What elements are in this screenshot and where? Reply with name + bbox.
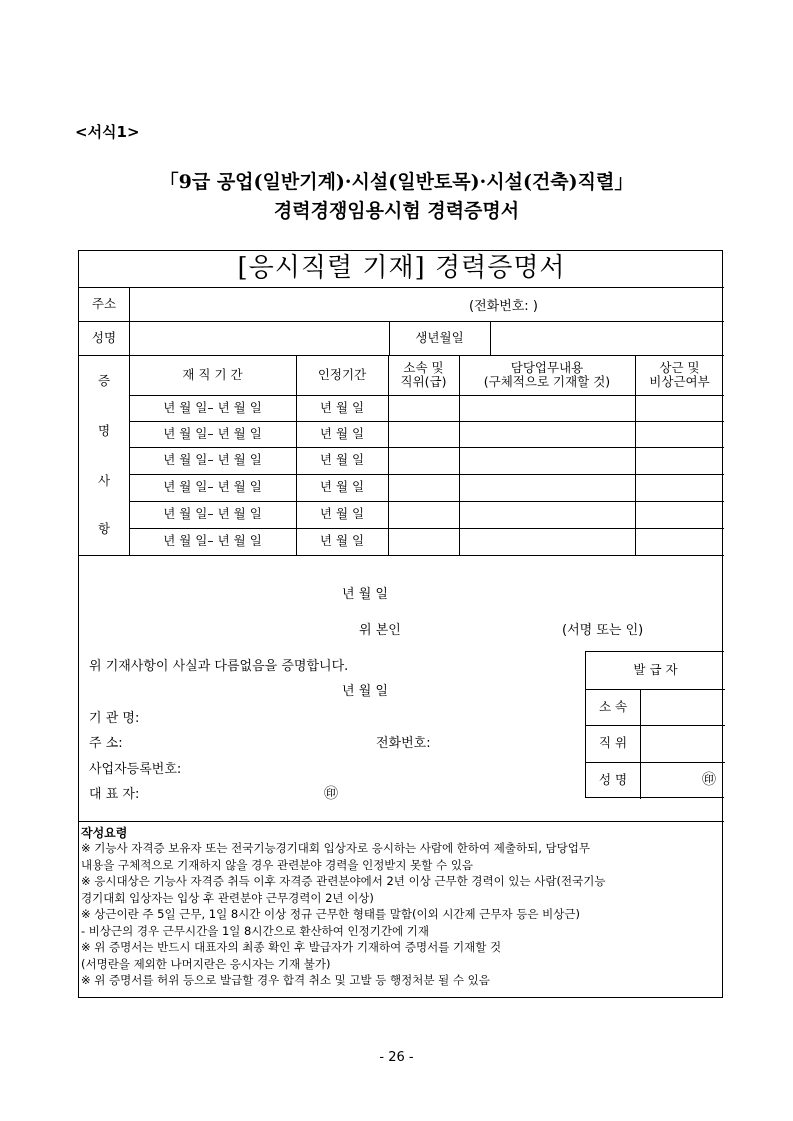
biz-no-label: 사업자등록번호: xyxy=(89,762,182,777)
issuer-seal-icon: ㊞ xyxy=(702,771,716,788)
row-recognized[interactable]: 년 월 일 xyxy=(319,399,365,415)
certificate-form xyxy=(78,250,723,998)
note-line: 경기대회 입상자는 입상 후 관련분야 근무경력이 2년 이상) xyxy=(81,890,374,905)
row-period[interactable]: 년 월 일– 년 월 일 xyxy=(163,479,262,495)
header-fulltime-line1: 상근 및 xyxy=(659,359,700,375)
form-label: <서식1> xyxy=(75,123,140,141)
header-fulltime xyxy=(635,355,724,395)
birth-label: 생년월일 xyxy=(415,329,464,345)
header-dept xyxy=(388,355,459,395)
birth-field[interactable] xyxy=(491,322,721,354)
org-address-label: 주 소: xyxy=(89,736,123,751)
header-fulltime-line2: 비상근여부 xyxy=(649,374,710,389)
row-period[interactable]: 년 월 일– 년 월 일 xyxy=(163,425,262,441)
self-label: 위 본인 xyxy=(359,623,401,638)
header-duty xyxy=(459,355,635,395)
row-recognized[interactable]: 년 월 일 xyxy=(319,479,365,495)
note-line: ※ 위 증명서를 허위 등으로 발급할 경우 합격 취소 및 고발 등 행정처분 될 수 있음 xyxy=(81,973,490,987)
header-dept-line1: 소속 및 xyxy=(403,359,444,375)
row-recognized[interactable]: 년 월 일 xyxy=(319,533,365,549)
issue-date-line: 년 월 일 xyxy=(342,684,388,699)
note-line: (서명란을 제외한 나머지란은 응시자는 기재 불가) xyxy=(81,956,331,971)
representative-label: 대 표 자: xyxy=(89,787,140,802)
section-char-2: 명 xyxy=(97,422,111,438)
row-recognized[interactable]: 년 월 일 xyxy=(319,452,365,468)
document-title-line2: 경력경쟁임용시험 경력증명서 xyxy=(273,200,520,222)
issuer-position-label: 직 위 xyxy=(598,735,628,751)
notes-title: 작성요령 xyxy=(81,826,128,840)
note-line: ※ 위 증명서는 반드시 대표자의 최종 확인 후 발급자가 기재하여 증명서를 기재할 것 xyxy=(81,940,502,954)
phone-field[interactable]: (전화번호: ) xyxy=(469,299,538,314)
org-name-label: 기 관 명: xyxy=(89,711,140,726)
header-recognized: 인정기간 xyxy=(317,366,367,382)
row-recognized[interactable]: 년 월 일 xyxy=(319,425,365,441)
header-duty-line1: 담당업무내용 xyxy=(510,359,584,375)
name-label: 성명 xyxy=(91,329,117,345)
section-char-1: 증 xyxy=(97,372,111,388)
section-char-3: 사 xyxy=(97,472,111,488)
issuer-dept-label: 소 속 xyxy=(598,698,628,714)
issuer-box xyxy=(585,651,724,798)
row-period[interactable]: 년 월 일– 년 월 일 xyxy=(163,506,262,522)
issuer-title: 발 급 자 xyxy=(633,662,678,678)
org-phone-label: 전화번호: xyxy=(376,736,431,751)
header-dept-line2: 직위(급) xyxy=(400,374,447,389)
header-period: 재 직 기 간 xyxy=(182,366,243,382)
row-recognized[interactable]: 년 월 일 xyxy=(319,506,365,522)
notes-list xyxy=(81,840,605,989)
date-line: 년 월 일 xyxy=(342,587,388,602)
note-line: ※ 응시대상은 기능사 자격증 취득 이후 자격증 관련분야에서 2년 이상 근무한 경력이 있는 사람(전국기능 xyxy=(81,874,606,888)
row-period[interactable]: 년 월 일– 년 월 일 xyxy=(163,533,262,549)
issuer-name-label: 성 명 xyxy=(598,771,628,787)
document-title-line1: 「9급 공업(일반기계)·시설(일반토목)·시설(건축)직렬」 xyxy=(159,171,634,193)
seal-icon: ㊞ xyxy=(324,786,338,802)
address-label: 주소 xyxy=(91,295,117,311)
row-period[interactable]: 년 월 일– 년 월 일 xyxy=(163,399,262,415)
row-period[interactable]: 년 월 일– 년 월 일 xyxy=(163,452,262,468)
table-title: [응시직렬 기재] 경력증명서 xyxy=(237,253,566,284)
note-line: - 비상근의 경우 근무시간을 1일 8시간으로 환산하여 인정기간에 기재 xyxy=(81,923,429,938)
header-duty-line2: (구체적으로 기재할 것) xyxy=(483,374,611,389)
page-number: - 26 - xyxy=(379,1050,414,1065)
section-char-4: 항 xyxy=(97,520,111,536)
signature-label: (서명 또는 인) xyxy=(562,623,644,638)
note-line: 내용을 구체적으로 기재하지 않을 경우 관련분야 경력을 인정받지 못할 수 있음 xyxy=(81,857,474,872)
name-field[interactable] xyxy=(130,322,388,354)
note-line: ※ 기능사 자격증 보유자 또는 전국기능경기대회 입상자로 응시하는 사람에 한하여 제출하되, 담당업무 xyxy=(81,841,590,855)
issuer-dept-field[interactable] xyxy=(641,690,723,724)
certify-text: 위 기재사항이 사실과 다름없음을 증명합니다. xyxy=(89,659,349,674)
issuer-position-field[interactable] xyxy=(641,726,723,761)
note-line: ※ 상근이란 주 5일 근무, 1일 8시간 이상 정규 근무한 형태를 말함(이외 시간제 근무자 등은 비상근) xyxy=(81,907,580,921)
